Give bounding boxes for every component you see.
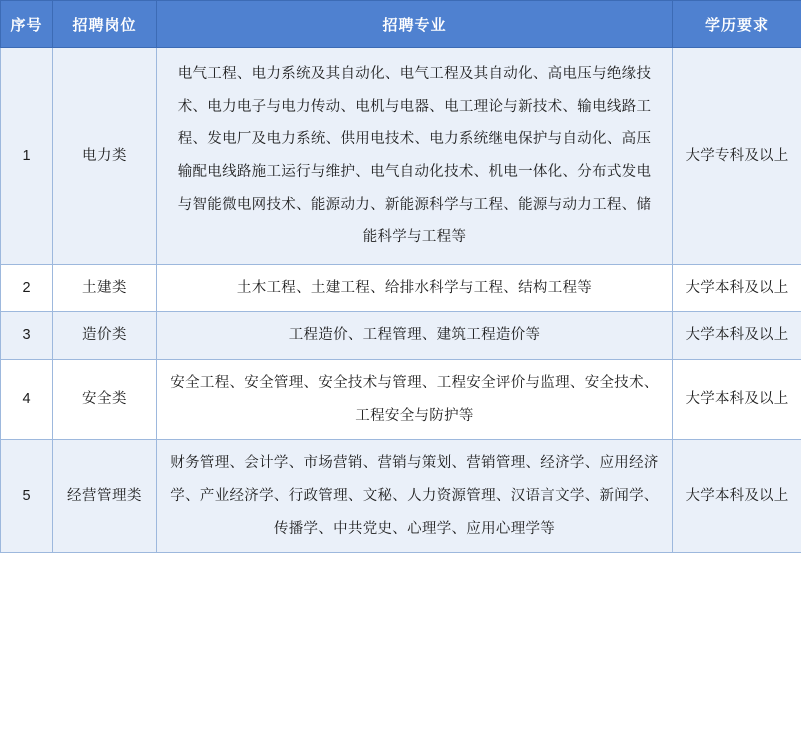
column-header-education: 学历要求 bbox=[673, 1, 801, 48]
cell-major: 土木工程、土建工程、给排水科学与工程、结构工程等 bbox=[157, 264, 673, 312]
table-body bbox=[1, 48, 801, 553]
cell-major: 财务管理、会计学、市场营销、营销与策划、营销管理、经济学、应用经济学、产业经济学、行政管理、文秘、人力资源管理、汉语言文学、新闻学、传播学、中共党史、心理学、应用心理学等 bbox=[157, 440, 673, 553]
cell-post: 造价类 bbox=[53, 312, 157, 360]
table-header bbox=[1, 1, 801, 48]
cell-major: 工程造价、工程管理、建筑工程造价等 bbox=[157, 312, 673, 360]
cell-education: 大学本科及以上 bbox=[673, 312, 801, 360]
column-header-post: 招聘岗位 bbox=[53, 1, 157, 48]
cell-post: 土建类 bbox=[53, 264, 157, 312]
table-row bbox=[1, 312, 801, 360]
cell-seq: 1 bbox=[1, 48, 53, 265]
column-header-seq: 序号 bbox=[1, 1, 53, 48]
cell-seq: 5 bbox=[1, 440, 53, 553]
table-header-row bbox=[1, 1, 801, 48]
cell-post: 安全类 bbox=[53, 360, 157, 440]
cell-post: 电力类 bbox=[53, 48, 157, 265]
table-row bbox=[1, 48, 801, 265]
cell-seq: 3 bbox=[1, 312, 53, 360]
cell-post: 经营管理类 bbox=[53, 440, 157, 553]
table-row bbox=[1, 360, 801, 440]
cell-seq: 2 bbox=[1, 264, 53, 312]
cell-major: 安全工程、安全管理、安全技术与管理、工程安全评价与监理、安全技术、工程安全与防护等 bbox=[157, 360, 673, 440]
cell-education: 大学本科及以上 bbox=[673, 360, 801, 440]
cell-education: 大学专科及以上 bbox=[673, 48, 801, 265]
cell-education: 大学本科及以上 bbox=[673, 440, 801, 553]
table-row bbox=[1, 440, 801, 553]
table-row bbox=[1, 264, 801, 312]
column-header-major: 招聘专业 bbox=[157, 1, 673, 48]
cell-major: 电气工程、电力系统及其自动化、电气工程及其自动化、高电压与绝缘技术、电力电子与电力传动、电机与电器、电工理论与新技术、输电线路工程、发电厂及电力系统、供用电技术、电力系统继电保护与自动化、高压输配电线路施工运行与维护、电气自动化技术、机电一体化、分布式发电与智能微电网技术、能源动力、新能源科学与工程、能源与动力工程、储能科学与工程等 bbox=[157, 48, 673, 265]
cell-education: 大学本科及以上 bbox=[673, 264, 801, 312]
cell-seq: 4 bbox=[1, 360, 53, 440]
